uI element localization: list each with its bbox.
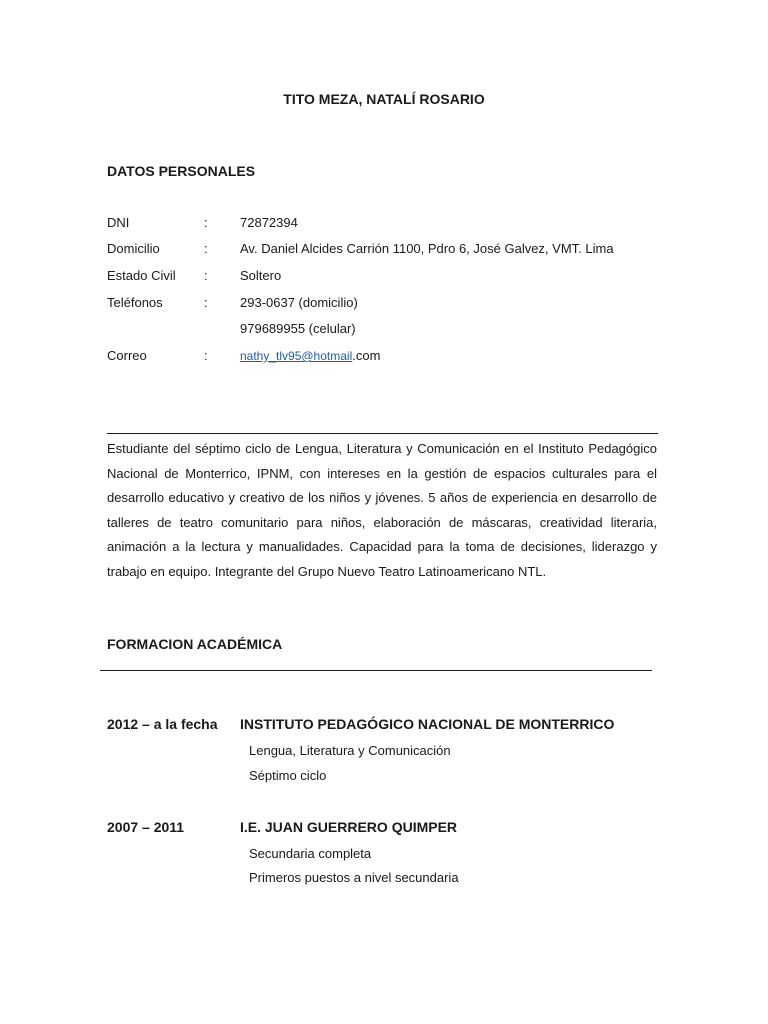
dni-label: DNI	[107, 215, 130, 230]
phones-colon: :	[204, 295, 208, 310]
email-label: Correo	[107, 348, 147, 363]
address-value: Av. Daniel Alcides Carrión 1100, Pdro 6, José Galvez, VMT. Lima	[240, 241, 614, 256]
dni-colon: :	[204, 215, 208, 230]
mobile-phone-value: 979689955 (celular)	[240, 321, 356, 336]
education-detail: Secundaria completa	[249, 846, 372, 861]
education-institution: INSTITUTO PEDAGÓGICO NACIONAL DE MONTERRICO	[240, 716, 615, 732]
email-value	[240, 348, 380, 363]
profile-summary: Estudiante del séptimo ciclo de Lengua, Literatura y Comunicación en el Instituto Pedagógico Nacional de Monterrico, IPNM, con intereses en la gestión de espacios culturales para el desarrollo educativo y creativo de los niños y jóvenes. 5 años de experiencia en desarrollo de talleres de teatro comunitario para niños, elaboración de máscaras, creatividad literaria, animación a la lectura y manualidades. Capacidad para la toma de decisiones, liderazgo y trabajo en equipo. Integrante del Grupo Nuevo Teatro Latinoamericano NTL.	[107, 441, 657, 579]
education-period: 2012 – a la fecha	[107, 716, 218, 732]
education-institution: I.E. JUAN GUERRERO QUIMPER	[240, 819, 458, 835]
home-phone-value: 293-0637 (domicilio)	[240, 295, 358, 310]
education-period: 2007 – 2011	[107, 819, 185, 835]
marital-status-colon: :	[204, 268, 208, 283]
address-colon: :	[204, 241, 208, 256]
education-detail: Lengua, Literatura y Comunicación	[249, 743, 451, 758]
education-divider	[100, 670, 652, 671]
marital-status-label: Estado Civil	[107, 268, 176, 283]
education-heading: FORMACION ACADÉMICA	[107, 636, 283, 652]
education-detail: Primeros puestos a nivel secundaria	[249, 870, 459, 885]
resume-name: TITO MEZA, NATALÍ ROSARIO	[283, 91, 485, 107]
dni-value: 72872394	[240, 215, 298, 230]
marital-status-value: Soltero	[240, 268, 282, 283]
address-label: Domicilio	[107, 241, 160, 256]
summary-divider	[107, 433, 658, 434]
email-link[interactable]: nathy_tlv95@hotmail	[240, 349, 353, 363]
personal-data-heading: DATOS PERSONALES	[107, 163, 256, 179]
education-detail: Séptimo ciclo	[249, 768, 327, 783]
email-colon: :	[204, 348, 208, 363]
phones-label: Teléfonos	[107, 295, 163, 310]
email-suffix: .com	[352, 348, 381, 363]
